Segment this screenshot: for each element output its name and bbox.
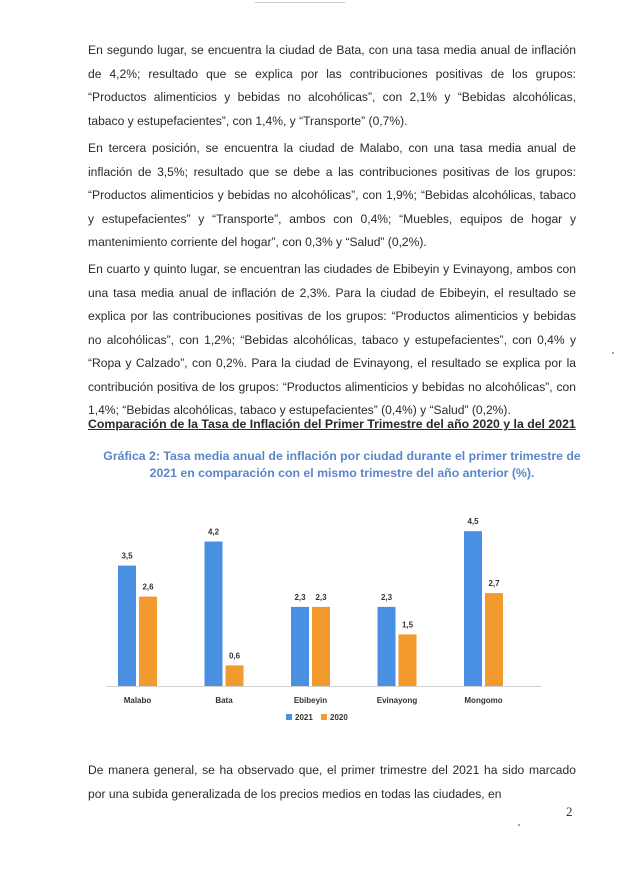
legend-swatch-2021	[286, 714, 292, 720]
data-label-2020-ebibeyin: 2,3	[315, 592, 327, 602]
data-label-2020-mongomo: 2,7	[488, 579, 500, 589]
bar-2020-malabo	[139, 597, 157, 686]
paragraph-ebibeyin-evinayong: En cuarto y quinto lugar, se encuentran las ciudades de Ebibeyin y Evinayong, ambos con una tasa media anual de inflación de 2,3%. Para la ciudad de Ebibeyin, el resultado se explica por las contribuciones positivas de los grupos: “Productos alimenticios y bebidas no alcohólicas”, con 1,2%; “Bebidas alcohólicas, tabaco y estupefacientes”, con 0,4% y “Ropa y Calzado”, con 0,2%. Para la ciudad de Evinayong, el resultado se explica por la contribución positiva de los grupos: “Productos alimenticios y bebidas no alcohólicas”, con 1,4%; “Bebidas alcohólicas, tabaco y estupefacientes” (0,4%) y “Salud” (0,2%).	[88, 262, 576, 417]
data-label-2020-evinayong: 1,5	[401, 620, 414, 630]
header-rule	[255, 2, 345, 3]
data-label-2021-malabo: 3,5	[121, 551, 133, 561]
bar-2021-mongomo	[464, 531, 482, 686]
data-label-2021-bata: 4,2	[207, 527, 220, 537]
bar-2021-bata	[205, 542, 223, 686]
data-label-2020-malabo: 2,6	[142, 582, 154, 592]
legend-swatch-2020	[321, 714, 327, 720]
category-label-ebibeyin: Ebibeyin	[293, 696, 328, 705]
legend-label-2021: 2021	[295, 713, 313, 722]
scan-speck	[612, 352, 614, 354]
category-label-mongomo: Mongomo	[464, 696, 503, 705]
data-label-2021-mongomo: 4,5	[467, 517, 479, 527]
category-label-bata: Bata	[215, 696, 233, 705]
category-label-evinayong: Evinayong	[376, 696, 418, 705]
bar-2020-evinayong	[399, 634, 417, 686]
legend-label-2020: 2020	[330, 713, 348, 722]
page-number: 2	[566, 804, 573, 819]
bar-2021-evinayong	[378, 607, 396, 686]
bar-2020-mongomo	[485, 593, 503, 686]
data-label-2021-ebibeyin: 2,3	[294, 592, 306, 602]
paragraph-malabo: En tercera posición, se encuentra la ciudad de Malabo, con una tasa media anual de inflación de 3,5%; resultado que se debe a las contribuciones positivas de los grupos: “Productos alimenticios y bebidas no alcohólicas”, con 1,9%; “Bebidas alcohólicas, tabaco y estupefacientes” y “Transporte”, ambos con 0,4%; “Muebles, equipos de hogar y mantenimiento corriente del hogar”, con 0,3% y “Salud” (0,2%).	[88, 141, 576, 249]
chart-title: Gráfica 2: Tasa media anual de inflación por ciudad durante el primer trimestre de 2021 en comparación con el mismo trimestre del año anterior (%).	[103, 449, 581, 480]
bar-2020-ebibeyin	[312, 607, 330, 686]
bar-2021-malabo	[118, 566, 136, 686]
data-label-2021-evinayong: 2,3	[380, 592, 393, 602]
paragraph-bata: En segundo lugar, se encuentra la ciudad de Bata, con una tasa media anual de inflación de 4,2%; resultado que se explica por las contribuciones positivas de los grupos: “Productos alimenticios y bebidas no alcohólicas”, con 2,1% y “Bebidas alcohólicas, tabaco y estupefacientes”, con 1,4%, y “Transporte” (0,7%).	[88, 43, 576, 128]
scan-speck	[518, 824, 520, 826]
bar-2020-bata	[226, 665, 244, 686]
category-label-malabo: Malabo	[123, 696, 152, 705]
data-label-2020-bata: 0,6	[228, 651, 241, 661]
inflation-bar-chart	[86, 510, 556, 735]
section-heading: Comparación de la Tasa de Inflación del Primer Trimestre del año 2020 y la del 2021	[88, 417, 576, 431]
bar-2021-ebibeyin	[291, 607, 309, 686]
paragraph-conclusion: De manera general, se ha observado que, el primer trimestre del 2021 ha sido marcado por una subida generalizada de los precios medios en todas las ciudades, en	[88, 763, 576, 801]
